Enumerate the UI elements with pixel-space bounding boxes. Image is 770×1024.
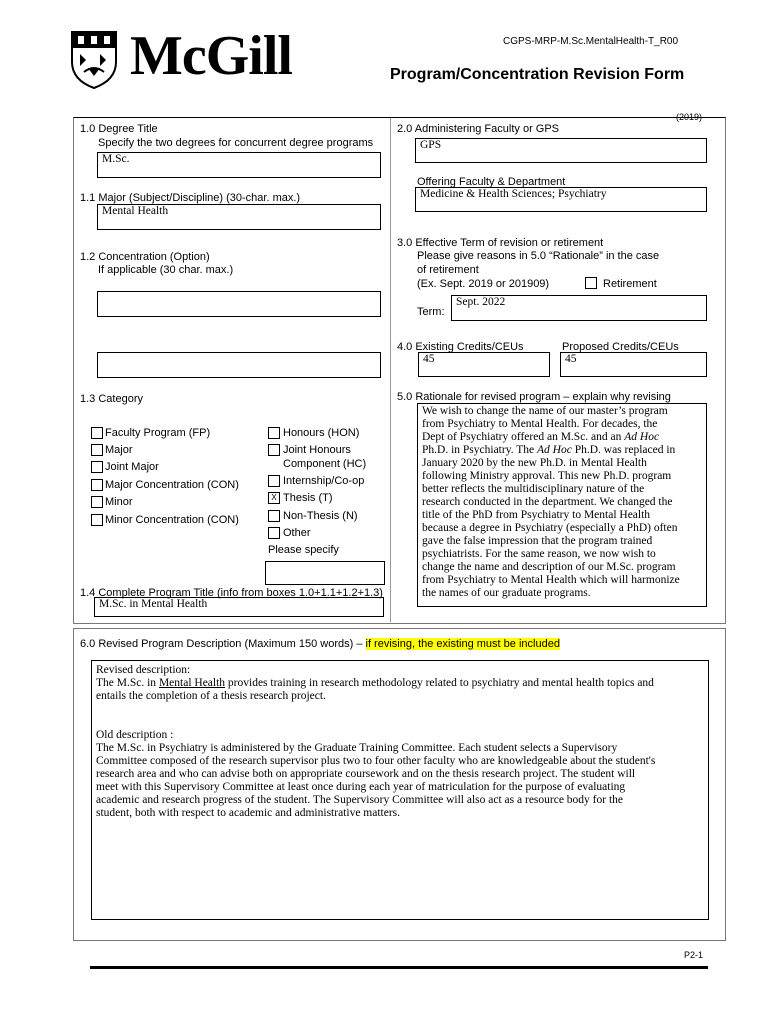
- revised-description-line: The M.Sc. in Mental Health provides training in research methodology related to psychiatry and mental health topics and: [96, 677, 654, 689]
- degree-title-instructions: Specify the two degrees for concurrent degree programs: [98, 137, 374, 149]
- degree-title-field[interactable]: M.Sc.: [97, 152, 381, 178]
- category-label-non-thesis: Non-Thesis (N): [283, 510, 358, 522]
- program-description-field[interactable]: [91, 660, 709, 920]
- existing-credits-heading: 4.0 Existing Credits/CEUs: [397, 341, 524, 353]
- rationale-line: from Psychiatry to Mental Health which will harmonize: [422, 574, 680, 586]
- complete-program-title-heading: 1.4 Complete Program Title (info from boxes 1.0+1.1+1.2+1.3): [80, 587, 383, 599]
- category-checkbox-minor-concentration[interactable]: [91, 514, 103, 526]
- category-checkbox-internship[interactable]: [268, 475, 280, 487]
- concentration-field-1[interactable]: [97, 291, 381, 317]
- major-field[interactable]: Mental Health: [97, 204, 381, 230]
- old-description-line: student, both with respect to academic and administrative matters.: [96, 807, 401, 819]
- rationale-line: January 2020 by the new Ph.D. in Mental Health: [422, 457, 647, 469]
- category-checkbox-major-concentration[interactable]: [91, 479, 103, 491]
- revised-description-heading: 6.0 Revised Program Description (Maximum 150 words) – if revising, the existing must be included: [80, 638, 560, 650]
- document-code: CGPS-MRP-M.Sc.MentalHealth-T_R00: [503, 36, 679, 47]
- proposed-credits-field[interactable]: 45: [560, 352, 707, 377]
- major-heading: 1.1 Major (Subject/Discipline) (30-char. max.): [80, 192, 301, 204]
- rationale-line: Dept of Psychiatry offered an M.Sc. and an Ad Hoc: [422, 431, 660, 443]
- category-checkbox-other[interactable]: [268, 527, 280, 539]
- category-label-faculty-program: Faculty Program (FP): [105, 427, 211, 439]
- retirement-label: Retirement: [603, 278, 657, 290]
- category-label-internship: Internship/Co-op: [283, 475, 365, 487]
- rationale-line: gave the false impression that the program trained: [422, 535, 653, 547]
- rationale-field[interactable]: [417, 403, 707, 607]
- category-checkbox-minor[interactable]: [91, 496, 103, 508]
- category-label-honours: Honours (HON): [283, 427, 360, 439]
- effective-term-example: (Ex. Sept. 2019 or 201909): [417, 278, 550, 290]
- rationale-line: change the name and description of our M.Sc. program: [422, 561, 676, 573]
- effective-term-line2: Please give reasons in 5.0 “Rationale” in the case: [417, 250, 660, 262]
- degree-title-heading: 1.0 Degree Title: [80, 123, 158, 135]
- complete-program-title-field[interactable]: M.Sc. in Mental Health: [94, 597, 384, 617]
- revised-description-line: entails the completion of a thesis research project.: [96, 690, 326, 702]
- old-description-line: meet with this Supervisory Committee at least once during each year of matriculation for the purpose of evaluating: [96, 781, 626, 793]
- category-checkbox-joint-honours[interactable]: [268, 444, 280, 456]
- category-label-minor: Minor: [105, 496, 133, 508]
- form-year: (2019): [676, 112, 703, 122]
- administering-faculty-field[interactable]: GPS: [415, 138, 707, 163]
- revised-description-label: Revised description:: [96, 664, 191, 676]
- term-field[interactable]: Sept. 2022: [451, 295, 707, 321]
- rationale-line: following Ministry approval. This new Ph.D. program: [422, 470, 672, 482]
- rationale-heading: 5.0 Rationale for revised program – explain why revising: [397, 391, 671, 403]
- old-description-label: Old description :: [96, 729, 174, 741]
- category-label-joint-major: Joint Major: [105, 461, 159, 473]
- concentration-field-2[interactable]: [97, 352, 381, 378]
- rationale-line: the names of our graduate programs.: [422, 587, 591, 599]
- existing-credits-field[interactable]: 45: [418, 352, 550, 377]
- rationale-line: from Psychiatry to Mental Health. For decades, the: [422, 418, 658, 430]
- rationale-line: research conducted in the department. We changed the: [422, 496, 673, 508]
- category-checkbox-faculty-program[interactable]: [91, 427, 103, 439]
- retirement-checkbox[interactable]: [585, 277, 597, 289]
- category-heading: 1.3 Category: [80, 393, 143, 405]
- concentration-heading: 1.2 Concentration (Option): [80, 251, 210, 263]
- revised-description-highlight: if revising, the existing must be included: [365, 638, 560, 650]
- effective-term-line3: of retirement: [417, 264, 479, 276]
- effective-term-heading: 3.0 Effective Term of revision or retirement: [397, 237, 604, 249]
- mcgill-crest-icon: [70, 28, 118, 90]
- mcgill-logo-text: McGill: [130, 25, 292, 87]
- old-description-line: research area and who can advise both on appropriate coursework and on the thesis research project. The student will: [96, 768, 636, 780]
- concentration-instructions: If applicable (30 char. max.): [98, 264, 234, 276]
- category-checkbox-thesis[interactable]: [268, 492, 280, 504]
- category-checkbox-non-thesis[interactable]: [268, 510, 280, 522]
- category-checkbox-honours[interactable]: [268, 427, 280, 439]
- old-description-line: Committee composed of the research supervisor plus two to four other faculty who are knowledgeable about the student's: [96, 755, 656, 767]
- category-label-joint-honours: Joint Honours: [283, 444, 351, 456]
- offering-faculty-field[interactable]: Medicine & Health Sciences; Psychiatry: [415, 187, 707, 212]
- rationale-line: because a degree in Psychiatry (especially a PhD) often: [422, 522, 678, 534]
- column-divider: [390, 118, 391, 622]
- thesis-checkmark: X: [271, 493, 277, 502]
- old-description-line: academic and research progress of the student. The Supervisory Committee will also act as a resource body for the: [96, 794, 624, 806]
- term-label: Term:: [417, 306, 445, 318]
- category-label-joint-honours-line2: Component (HC): [283, 458, 367, 470]
- rationale-line: We wish to change the name of our master’s program: [422, 405, 668, 417]
- category-label-other: Other: [283, 527, 311, 539]
- category-label-thesis: Thesis (T): [283, 492, 333, 504]
- form-title: Program/Concentration Revision Form: [390, 66, 685, 83]
- proposed-credits-heading: Proposed Credits/CEUs: [562, 341, 679, 353]
- category-checkbox-joint-major[interactable]: [91, 461, 103, 473]
- old-description-line: The M.Sc. in Psychiatry is administered by the Graduate Training Committee. Each student selects a Supervisory: [96, 742, 618, 754]
- page-number: P2-1: [684, 950, 704, 960]
- please-specify-label: Please specify: [268, 544, 339, 556]
- offering-faculty-heading: Offering Faculty & Department: [417, 176, 566, 188]
- footer-rule: [90, 966, 708, 969]
- category-checkbox-major[interactable]: [91, 444, 103, 456]
- category-label-major-concentration: Major Concentration (CON): [105, 479, 239, 491]
- category-label-major: Major: [105, 444, 133, 456]
- rationale-line: psychiatrists. For the same reason, we now wish to: [422, 548, 656, 560]
- rationale-line: better reflects the multidisciplinary nature of the: [422, 483, 645, 495]
- category-label-minor-concentration: Minor Concentration (CON): [105, 514, 239, 526]
- administering-faculty-heading: 2.0 Administering Faculty or GPS: [397, 123, 560, 135]
- rationale-line: title of the PhD from Psychiatry to Mental Health: [422, 509, 651, 521]
- please-specify-field[interactable]: [265, 561, 385, 585]
- rationale-line: Ph.D. in Psychiatry. The Ad Hoc Ph.D. was replaced in: [422, 444, 676, 456]
